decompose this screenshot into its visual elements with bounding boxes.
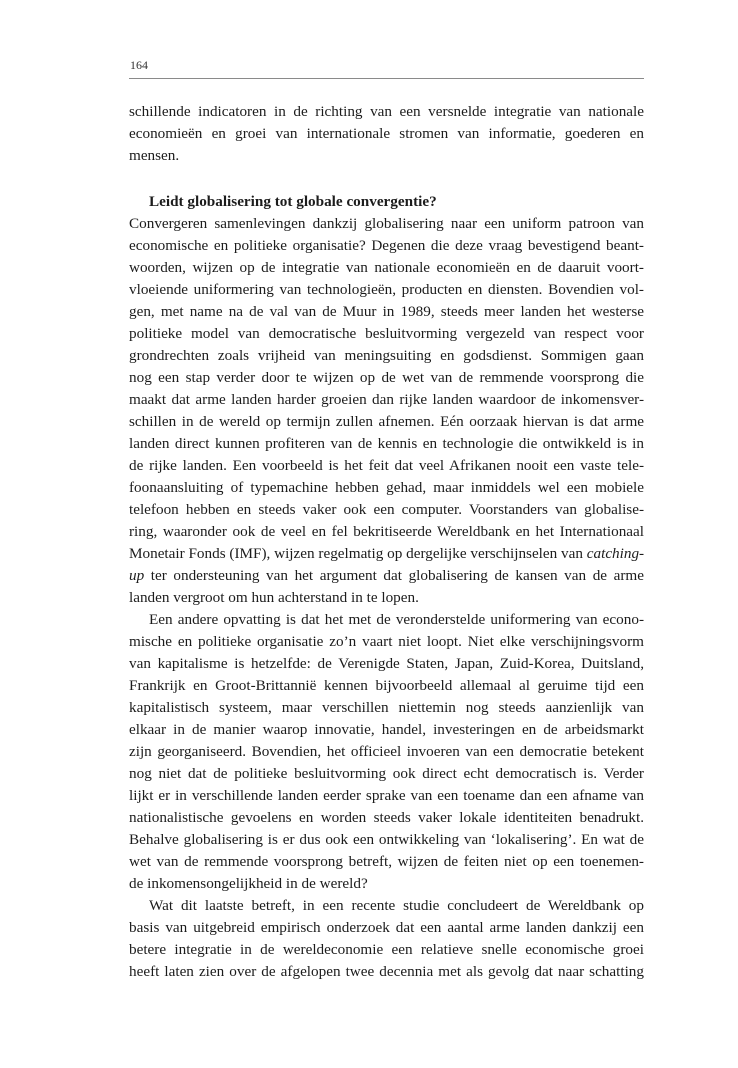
text-line: Frankrijk en Groot-Brittannië kennen bijvoorbeeld allemaal al geruime tijd een xyxy=(129,677,644,694)
intro-paragraph xyxy=(129,101,644,167)
text-run: ter ondersteuning van het argument dat globalisering de kansen van de arme xyxy=(144,567,644,584)
text-line: schillen in de wereld op termijn zullen afnemen. Eén oorzaak hiervan is dat arme xyxy=(129,413,644,430)
text-line: wet van de remmende voorsprong betreft, wijzen de feiten niet op een toenemen- xyxy=(129,853,644,870)
text-line: nationalistische gevoelens en worden steeds vaker lokale identiteiten benadrukt. xyxy=(129,809,644,826)
text-run: Monetair Fonds (IMF), wijzen regelmatig op dergelijke verschijnselen van xyxy=(129,545,587,562)
section-heading: Leidt globalisering tot globale convergentie? xyxy=(149,193,437,210)
text-line xyxy=(129,543,644,565)
header-rule xyxy=(129,78,644,79)
text-line: economieën en groei van internationale stromen van informatie, goederen en xyxy=(129,125,644,142)
text-line: de inkomensongelijkheid in de wereld? xyxy=(129,875,368,892)
text-line: economische en politieke organisatie? Degenen die deze vraag bevestigend beant- xyxy=(129,237,644,254)
text-line: de rijke landen. Een voorbeeld is het feit dat veel Afrikanen nooit een vaste tele- xyxy=(129,457,644,474)
text-line: nog een stap verder door te wijzen op de wet van de remmende voorsprong die xyxy=(129,369,644,386)
text-line: betere integratie in de wereldeconomie een relatieve snelle economische groei xyxy=(129,941,644,958)
text-line: gen, met name na de val van de Muur in 1989, steeds meer landen het westerse xyxy=(129,303,644,320)
text-line: kapitalistisch systeem, maar verschillen niettemin nog steeds aanzienlijk van xyxy=(129,699,644,716)
text-line: maakt dat arme landen harder groeien dan rijke landen waardoor de inkomensver- xyxy=(129,391,644,408)
paragraph-2 xyxy=(129,609,644,895)
text-line: vloeiende uniformering van technologieën, producten en diensten. Bovendien vol- xyxy=(129,281,644,298)
text-line: grondrechten zoals vrijheid van meningsuiting en godsdienst. Sommigen gaan xyxy=(129,347,644,364)
text-line: zijn georganiseerd. Bovendien, het officieel invoeren van een democratie betekent xyxy=(129,743,644,760)
text-line: Behalve globalisering is er dus ook een ontwikkeling van ‘lokalisering’. En wat de xyxy=(129,831,644,848)
text-line: foonaansluiting of typemachine hebben gehad, maar inmiddels wel een mobiele xyxy=(129,479,644,496)
text-line: nog niet dat de politieke besluitvorming ook direct echt democratisch is. Verder xyxy=(129,765,644,782)
text-line: Convergeren samenlevingen dankzij globalisering naar een uniform patroon van xyxy=(129,215,644,232)
text-line: Een andere opvatting is dat het met de veronderstelde uniformering van econo- xyxy=(149,611,644,628)
text-line: ring, waaronder ook de veel en fel bekritiseerde Wereldbank en het Internationaal xyxy=(129,523,644,540)
text-line: mensen. xyxy=(129,147,180,164)
text-line: landen direct kunnen profiteren van de kennis en technologie die ontwikkeld is in xyxy=(129,435,644,452)
text-line: telefoon hebben en steeds vaker ook een computer. Voorstanders van globalise- xyxy=(129,501,644,518)
text-line: lijkt er in verschillende landen eerder sprake van een toename dan een afname van xyxy=(129,787,644,804)
text-line: politieke model van democratische besluitvorming vergezeld van respect voor xyxy=(129,325,644,342)
italic-term: catching- xyxy=(586,545,644,562)
text-line xyxy=(129,565,644,587)
paragraph-1 xyxy=(129,213,644,609)
text-line: Wat dit laatste betreft, in een recente studie concludeert de Wereldbank op xyxy=(149,897,644,914)
text-line: mische en politieke organisatie zo’n vaart niet loopt. Niet elke verschijningsvorm xyxy=(129,633,644,650)
text-line: woorden, wijzen op de integratie van nationale economieën en de daaruit voort- xyxy=(129,259,644,276)
italic-term: up xyxy=(129,567,145,584)
text-line: basis van uitgebreid empirisch onderzoek dat een aantal arme landen dankzij een xyxy=(129,919,644,936)
text-line: van kapitalisme is hetzelfde: de Verenigde Staten, Japan, Zuid-Korea, Duitsland, xyxy=(129,655,644,672)
paragraph-3 xyxy=(129,895,644,983)
text-line: elkaar in de manier waarop innovatie, handel, investeringen en de arbeidsmarkt xyxy=(129,721,644,738)
text-line: heeft laten zien over de afgelopen twee decennia met als gevolg dat naar schatting xyxy=(129,963,644,980)
text-line: landen vergroot om hun achterstand in te lopen. xyxy=(129,589,419,606)
text-line: schillende indicatoren in de richting van een versnelde integratie van nationale xyxy=(129,103,644,120)
page-number: 164 xyxy=(130,58,148,72)
